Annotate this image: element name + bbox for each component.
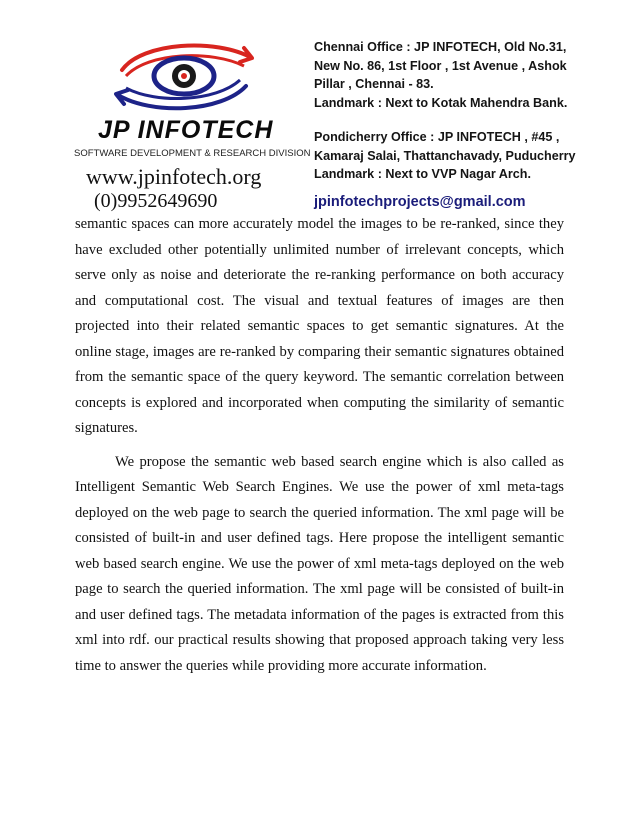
address-line: Pillar , Chennai - 83. xyxy=(314,77,434,91)
address-line: Pondicherry Office : JP INFOTECH , #45 , xyxy=(314,130,560,144)
brand-name: JP INFOTECH xyxy=(98,116,274,144)
pondicherry-office-address xyxy=(314,128,576,184)
address-line: Chennai Office : JP INFOTECH, Old No.31, xyxy=(314,40,567,54)
division-tagline: SOFTWARE DEVELOPMENT & RESEARCH DIVISION xyxy=(74,148,311,159)
logo-emblem-icon xyxy=(104,36,264,116)
chennai-office-address xyxy=(314,38,567,112)
address-line: Landmark : Next to VVP Nagar Arch. xyxy=(314,167,531,181)
address-line: Kamaraj Salai, Thattanchavady, Puducherry xyxy=(314,148,576,163)
document-body xyxy=(75,212,564,679)
address-line: New No. 86, 1st Floor , 1st Avenue , Ashok xyxy=(314,58,567,73)
company-logo xyxy=(72,36,311,216)
paragraph: semantic spaces can more accurately model the images to be re-ranked, since they have excluded other potentially unlimited number of irrelevant concepts, which serve only as noise and deteriorate the re-ranking performance on both accuracy and computational cost. The visual and textual features of images are then projected into their related semantic spaces to get semantic signatures. At the online stage, images are re-ranked by comparing their semantic signatures obtained from the semantic space of the query keyword. The semantic correlation between concepts is explored and incorporated when computing the similarity of semantic signatures. xyxy=(75,216,564,436)
letterhead xyxy=(72,36,576,216)
address-line: Landmark : Next to Kotak Mahendra Bank. xyxy=(314,95,568,110)
phone-number: (0)9952649690 xyxy=(94,190,218,212)
website-url[interactable]: www.jpinfotech.org xyxy=(86,164,262,189)
paragraph: We propose the semantic web based search engine which is also called as Intelligent Semantic Web Search Engines. We use the power of xml meta-tags deployed on the web page to search the queried information. The xml page will be consisted of built-in and user defined tags. Here propose the intelligent semantic web based search engine. We use the power of xml meta-tags deployed on the web page to search the queried information. The xml page will be consisted of built-in and user defined tags. The metadata information of the pages is extracted from this xml into rdf. our practical results showing that proposed approach taking very less time to answer the queries while providing more accurate information. xyxy=(75,453,564,674)
contact-email[interactable]: jpinfotechprojects@gmail.com xyxy=(314,194,526,210)
